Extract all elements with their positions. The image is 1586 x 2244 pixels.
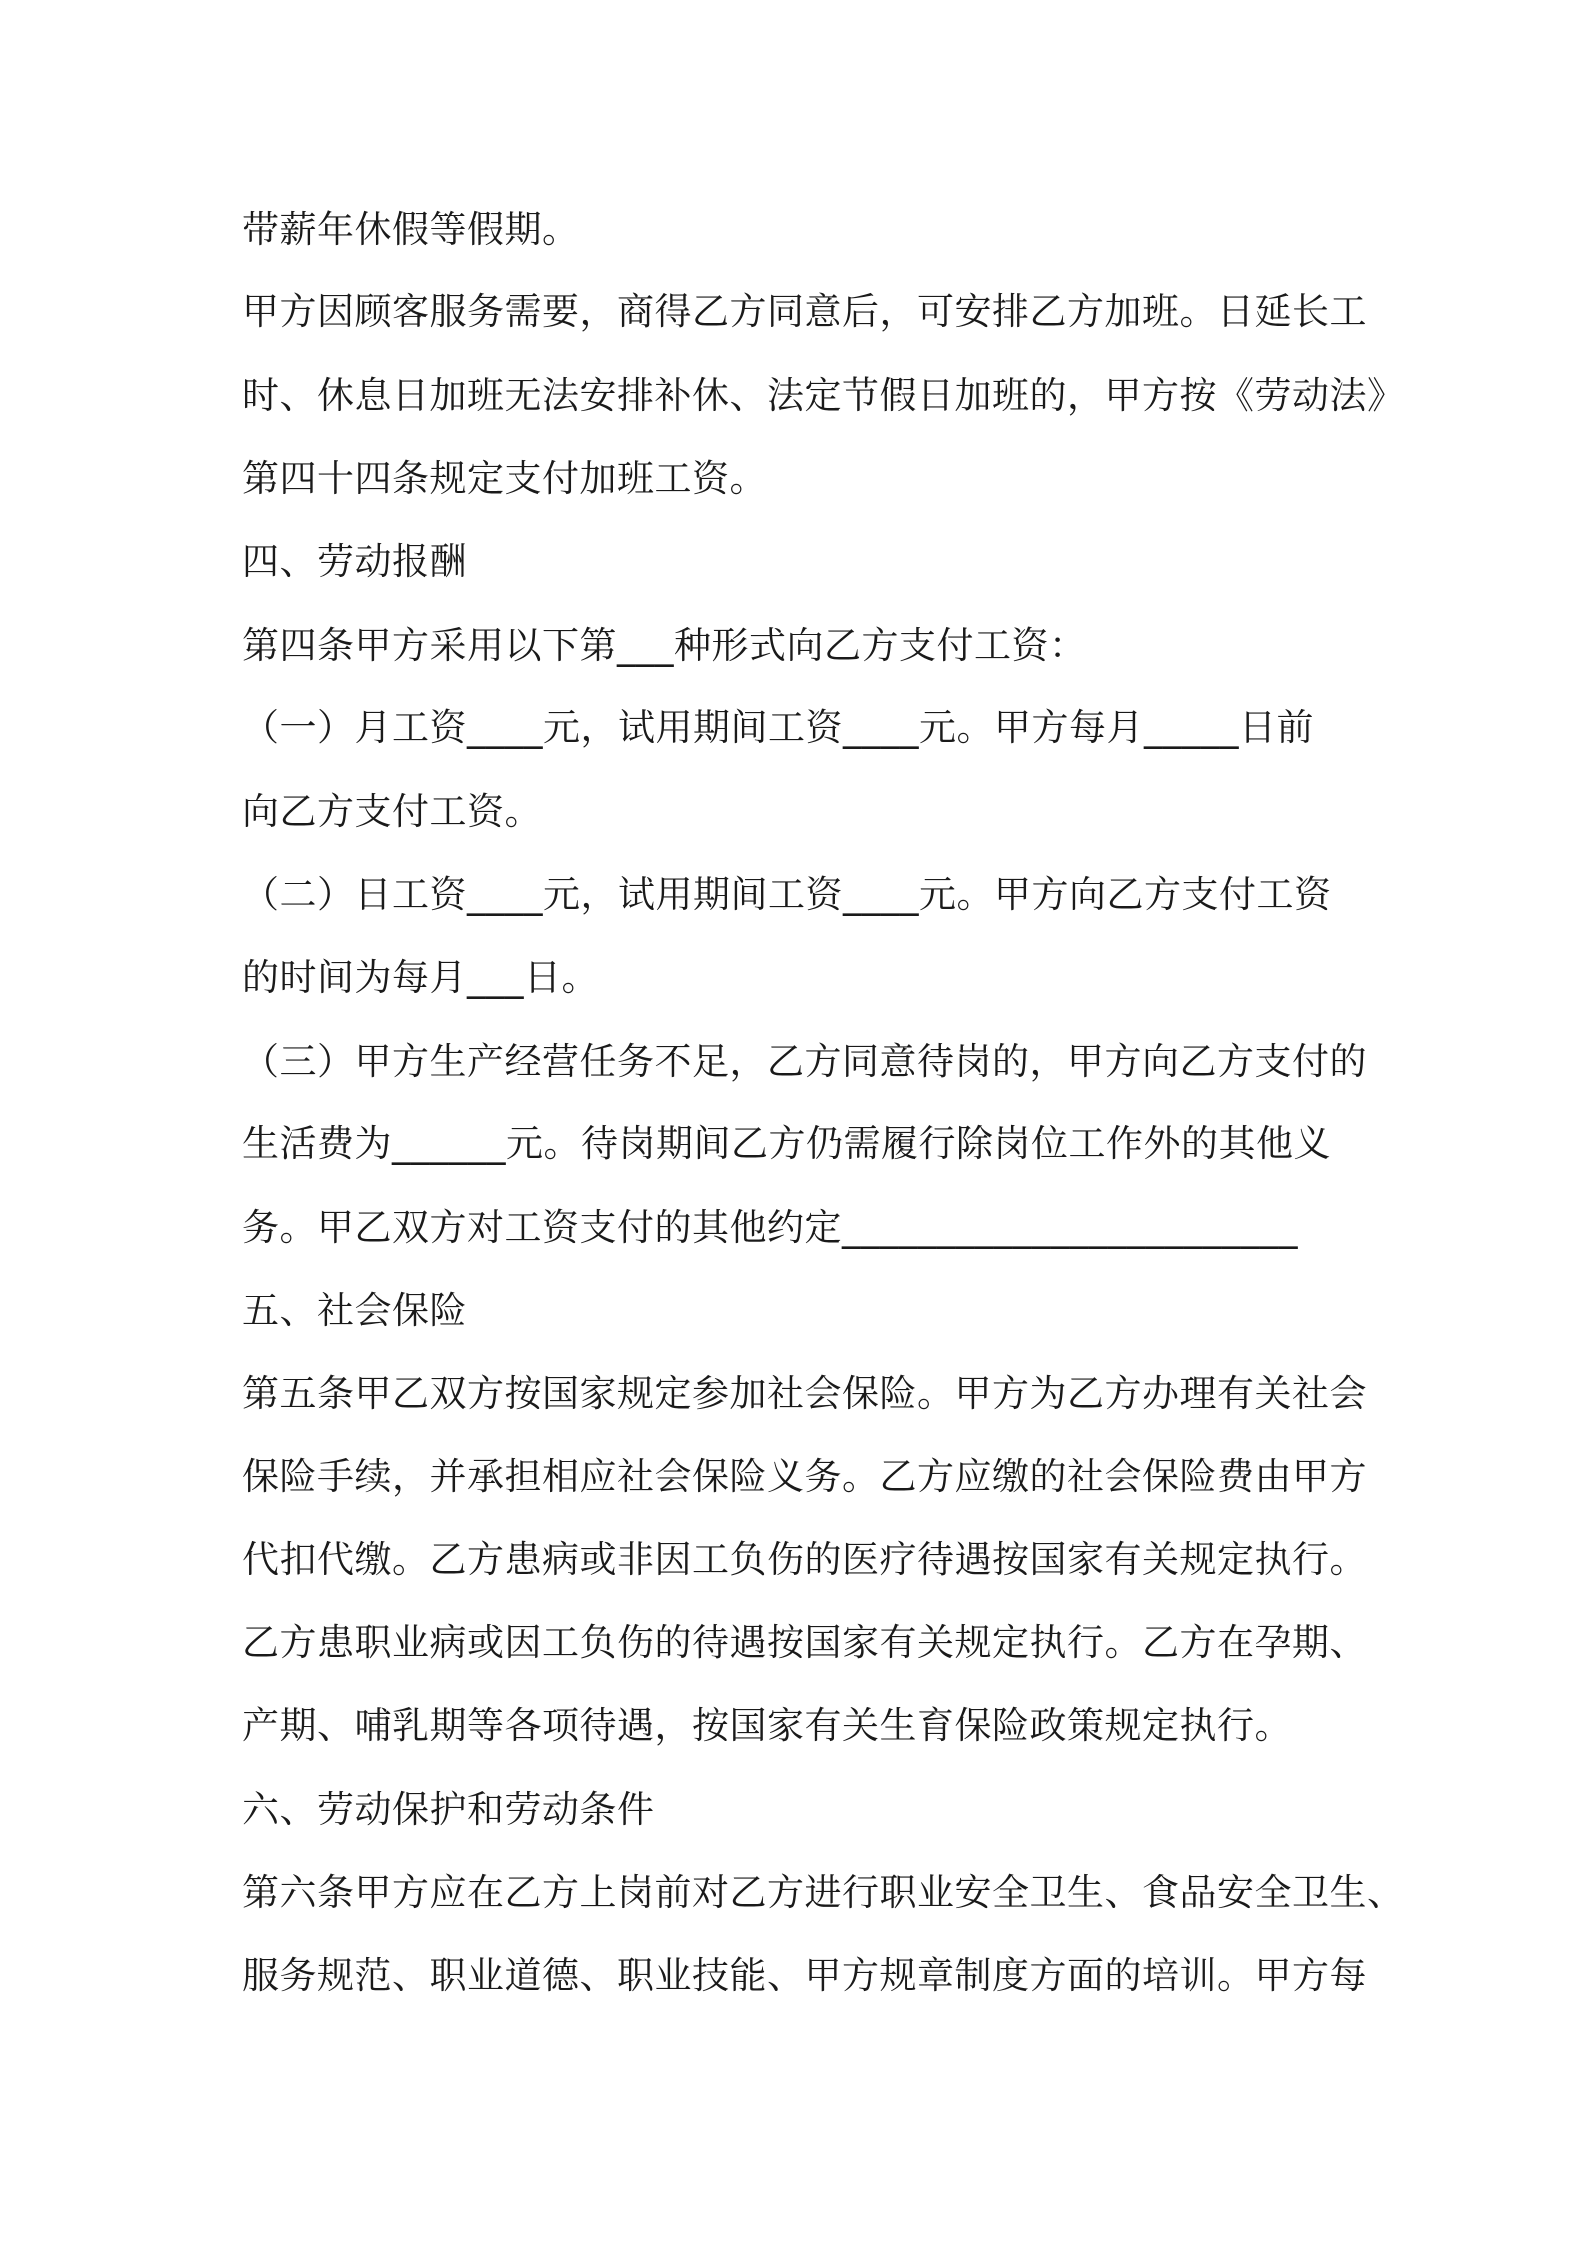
text-line: 甲方因顾客服务需要，商得乙方同意后，可安排乙方加班。日延长工 bbox=[242, 290, 1367, 333]
text-line: 第五条甲乙双方按国家规定参加社会保险。甲方为乙方办理有关社会 bbox=[242, 1372, 1367, 1415]
text-line: 代扣代缴。乙方患病或非因工负伤的医疗待遇按国家有关规定执行。 bbox=[242, 1538, 1367, 1581]
section-heading: 五、社会保险 bbox=[242, 1289, 467, 1332]
text-line: （一）月工资____元，试用期间工资____元。甲方每月_____日前 bbox=[242, 706, 1314, 749]
text-line: 乙方患职业病或因工负伤的待遇按国家有关规定执行。乙方在孕期、 bbox=[242, 1621, 1367, 1664]
text-line: 务。甲乙双方对工资支付的其他约定________________________ bbox=[242, 1206, 1298, 1249]
text-line: 时、休息日加班无法安排补休、法定节假日加班的，甲方按《劳动法》 bbox=[242, 374, 1405, 417]
text-line: 第六条甲方应在乙方上岗前对乙方进行职业安全卫生、食品安全卫生、 bbox=[242, 1871, 1405, 1914]
section-heading: 六、劳动保护和劳动条件 bbox=[242, 1788, 655, 1831]
text-line: （三）甲方生产经营任务不足，乙方同意待岗的，甲方向乙方支付的 bbox=[242, 1040, 1367, 1083]
text-line: 带薪年休假等假期。 bbox=[242, 208, 580, 251]
text-line: 向乙方支付工资。 bbox=[242, 790, 542, 833]
text-line: 保险手续，并承担相应社会保险义务。乙方应缴的社会保险费由甲方 bbox=[242, 1455, 1367, 1498]
text-line: 第四条甲方采用以下第___种形式向乙方支付工资： bbox=[242, 624, 1087, 667]
text-line: 第四十四条规定支付加班工资。 bbox=[242, 457, 767, 500]
text-line: 服务规范、职业道德、职业技能、甲方规章制度方面的培训。甲方每 bbox=[242, 1954, 1367, 1997]
text-line: 产期、哺乳期等各项待遇，按国家有关生育保险政策规定执行。 bbox=[242, 1704, 1292, 1747]
text-line: （二）日工资____元，试用期间工资____元。甲方向乙方支付工资 bbox=[242, 873, 1332, 916]
section-heading: 四、劳动报酬 bbox=[242, 540, 467, 583]
text-line: 的时间为每月___日。 bbox=[242, 956, 599, 999]
text-line: 生活费为______元。待岗期间乙方仍需履行除岗位工作外的其他义 bbox=[242, 1122, 1331, 1165]
